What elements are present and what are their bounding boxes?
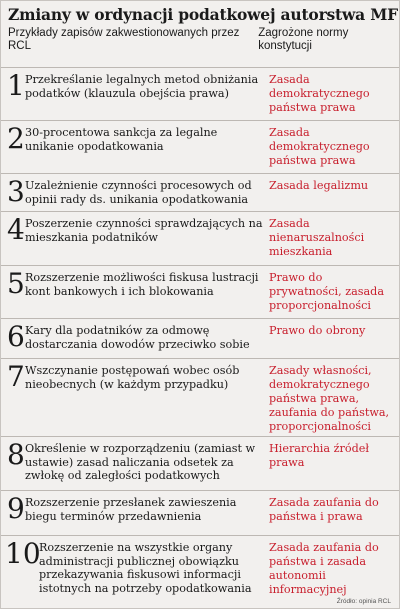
- row-1: [1, 67, 399, 120]
- row-description: Rozszerzenie na wszystkie organy administracji publicznej obowiązku przekazywania fiskusowi informacji istotnych na potrzeby opodatkowania: [39, 541, 252, 595]
- row-description: Uzależnienie czynności procesowych od opinii rady ds. unikania opodatkowania: [25, 179, 252, 206]
- row-number: 2: [7, 122, 25, 155]
- row-10: [1, 535, 399, 601]
- row-5: [1, 265, 399, 318]
- row-description: Poszerzenie czynności sprawdzających na mieszkania podatników: [25, 217, 263, 244]
- header-threatened-norms: Zagrożone normy konstytucji: [258, 27, 349, 52]
- row-number: 9: [7, 492, 25, 525]
- row-number: 6: [7, 320, 25, 353]
- row-number: 3: [7, 175, 25, 208]
- row-threatened-norm: Prawo do obrony: [269, 324, 366, 337]
- row-threatened-norm: Zasada legalizmu: [269, 179, 369, 192]
- row-8: [1, 436, 399, 490]
- infographic-title: Zmiany w ordynacji podatkowej autorstwa MF: [8, 5, 398, 24]
- row-threatened-norm: Zasada zaufania do państwa i prawa: [269, 496, 379, 523]
- row-9: [1, 490, 399, 535]
- row-number: 5: [7, 267, 25, 300]
- row-number: 10: [5, 537, 41, 570]
- row-description: Określenie w rozporządzeniu (zamiast w ustawie) zasad naliczania odsetek za zwłokę od zaległości podatkowych: [25, 442, 256, 482]
- row-threatened-norm: Zasady własności, demokratycznego państwa prawa, zaufania do państwa, proporcjonalności: [269, 364, 390, 433]
- row-description: Kary dla podatników za odmowę dostarczania dowodów przeciwko sobie: [25, 324, 250, 351]
- row-threatened-norm: Zasada demokratycznego państwa prawa: [269, 73, 370, 114]
- source-note: Źródło: opinia RCL: [336, 598, 391, 605]
- header-examples: Przykłady zapisów zakwestionowanych przez RCL: [8, 27, 240, 52]
- row-number: 1: [7, 69, 25, 102]
- row-description: Wszczynanie postępowań wobec osób nieobecnych (w każdym przypadku): [25, 364, 240, 391]
- row-threatened-norm: Zasada nienaruszalności mieszkania: [269, 217, 365, 258]
- row-threatened-norm: Zasada zaufania do państwa i zasada autonomii informacyjnej: [269, 541, 379, 596]
- row-threatened-norm: Hierarchia źródeł prawa: [269, 442, 369, 469]
- row-7: [1, 358, 399, 436]
- row-2: [1, 120, 399, 173]
- row-6: [1, 318, 399, 358]
- row-description: Przekreślanie legalnych metod obniżania podatków (klauzula obejścia prawa): [25, 73, 259, 100]
- row-number: 4: [7, 213, 25, 246]
- row-description: Rozszerzenie przesłanek zawieszenia biegu terminów przedawnienia: [25, 496, 237, 523]
- row-description: Rozszerzenie możliwości fiskusa lustracji kont bankowych i ich blokowania: [25, 271, 259, 298]
- row-number: 7: [7, 360, 25, 393]
- row-number: 8: [7, 438, 25, 471]
- column-header: [1, 27, 399, 67]
- row-3: [1, 173, 399, 211]
- row-4: [1, 211, 399, 265]
- row-threatened-norm: Zasada demokratycznego państwa prawa: [269, 126, 370, 167]
- row-threatened-norm: Prawo do prywatności, zasada proporcjonalności: [269, 271, 385, 312]
- row-description: 30-procentowa sankcja za legalne unikanie opodatkowania: [25, 126, 218, 153]
